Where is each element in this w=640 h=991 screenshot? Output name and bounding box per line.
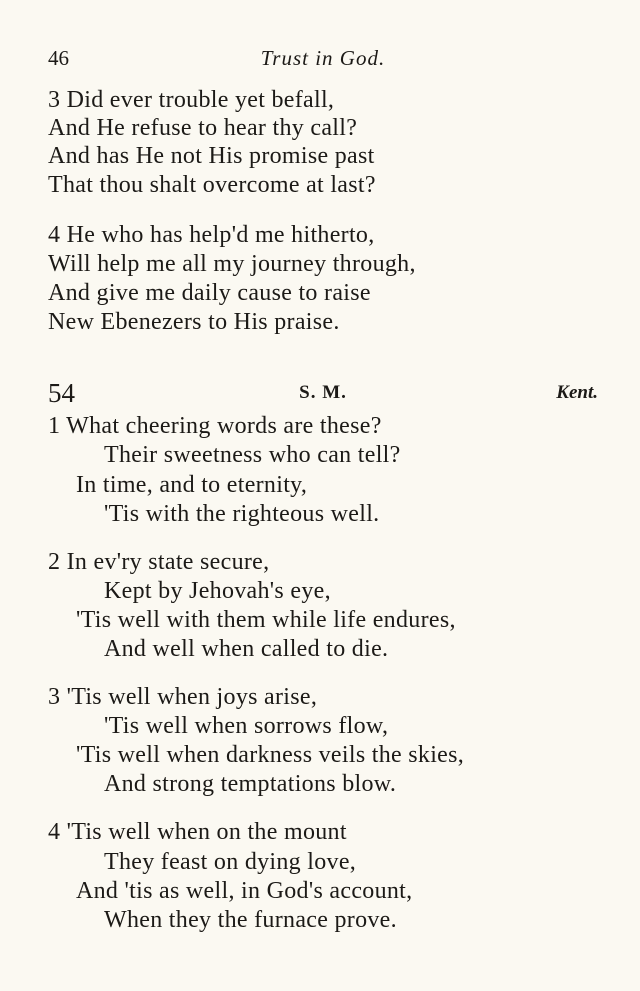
verse-line: 'Tis with the righteous well. [104,501,380,527]
verse-line: Kept by Jehovah's eye, [104,578,331,604]
verse-line: And He refuse to hear thy call? [48,115,358,141]
verse-line: Will help me all my journey through, [48,251,416,277]
meter-label: S. M. [299,382,347,403]
tune-name: Kent. [556,382,598,403]
page-number: 46 [48,46,69,70]
verse-line: 3 Did ever trouble yet befall, [48,87,335,113]
verse-line: When they the furnace prove. [104,907,397,933]
verse-line: 4 He who has help'd me hitherto, [48,222,375,248]
running-title: Trust in God. [260,46,386,70]
verse-line: And well when called to die. [104,636,389,662]
verse-line: And has He not His promise past [48,143,375,169]
verse-line: And strong temptations blow. [104,771,397,797]
verse-line: 3 'Tis well when joys arise, [48,684,318,710]
verse-line: 4 'Tis well when on the mount [48,819,347,845]
hymn-number: 54 [48,378,75,408]
hymn-heading [48,378,598,410]
verse-line: They feast on dying love, [104,849,357,875]
verse-line: That thou shalt overcome at last? [48,172,376,198]
verse-line: And 'tis as well, in God's account, [76,878,413,904]
verse-line: 1 What cheering words are these? [48,413,382,439]
verse-line: 2 In ev'ry state secure, [48,549,270,575]
verse-line: In time, and to eternity, [76,472,308,498]
verse-line: Their sweetness who can tell? [104,442,401,468]
verse-line: 'Tis well with them while life endures, [76,607,456,633]
verse-line: 'Tis well when sorrows flow, [104,713,389,739]
verse-line: New Ebenezers to His praise. [48,309,340,335]
verse-line: 'Tis well when darkness veils the skies, [76,742,465,768]
verse-line: And give me daily cause to raise [48,280,371,306]
page-header [48,46,598,76]
